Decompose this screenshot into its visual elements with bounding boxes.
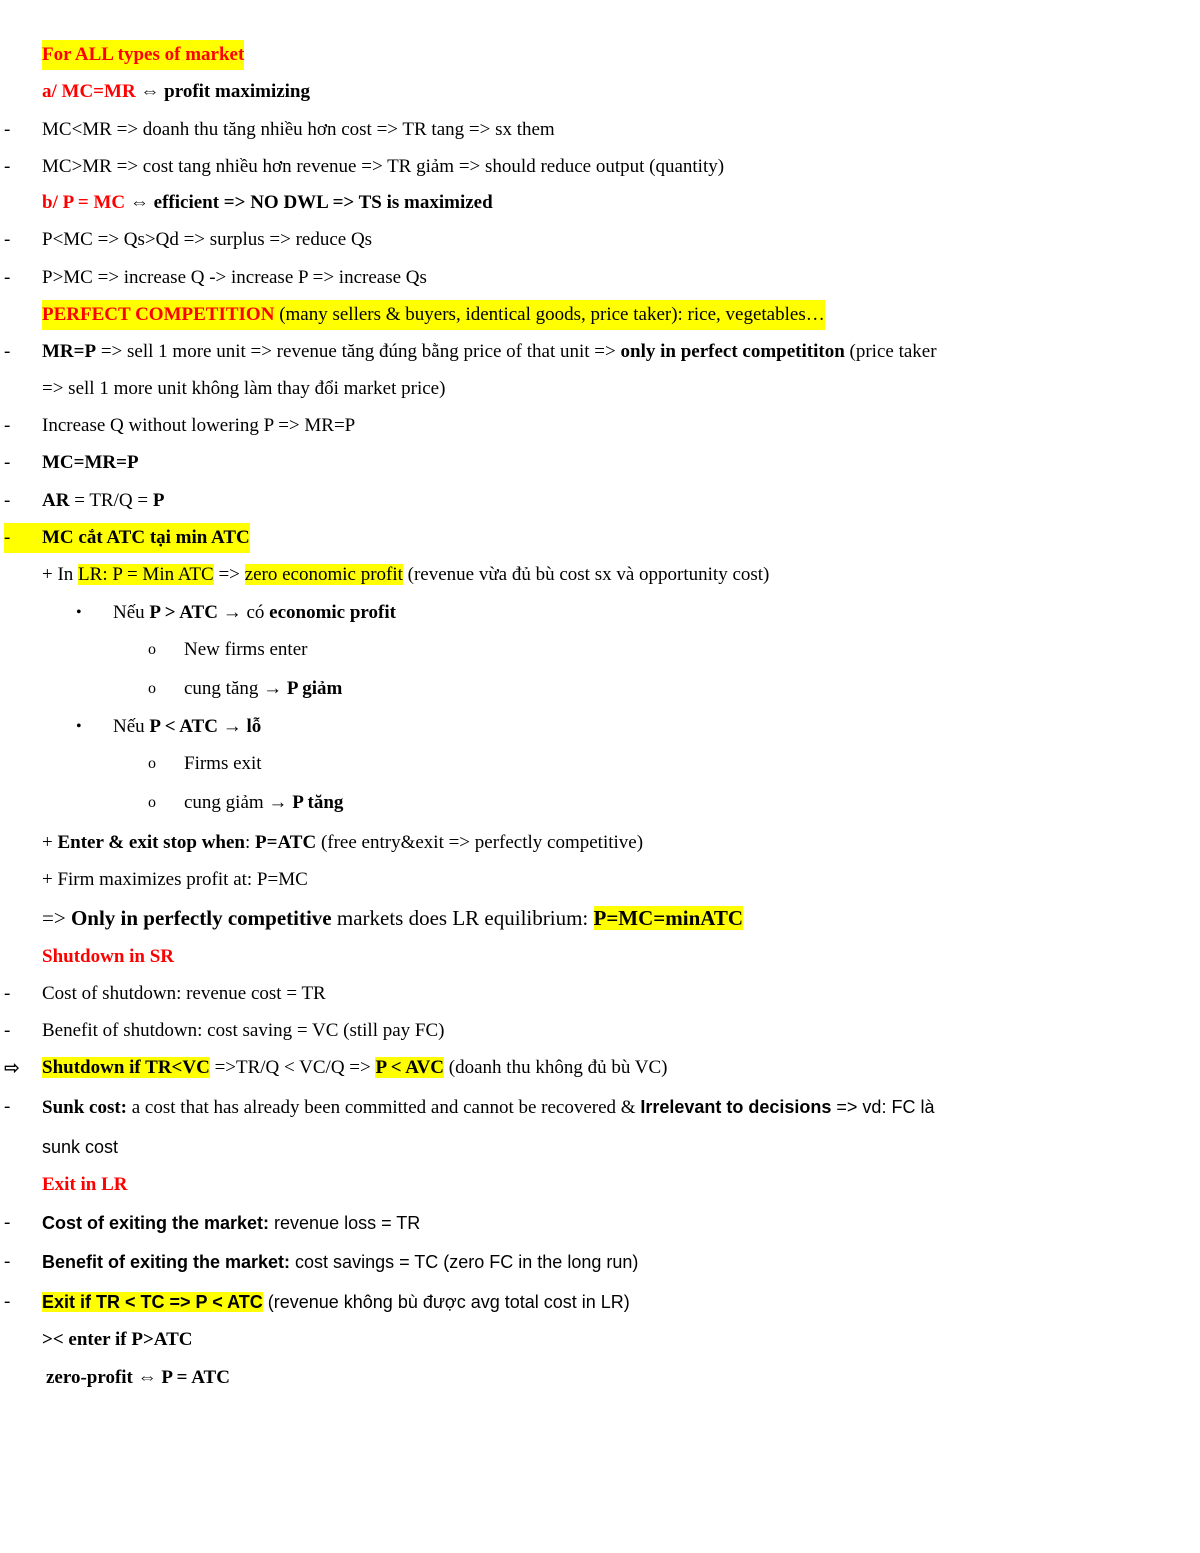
doc-line: - MC<MR => doanh thu tăng nhiều hơn cost => TR tang => sx them	[0, 115, 1200, 145]
dash-marker: -	[4, 341, 11, 362]
heading-shutdown-sr: Shutdown in SR	[42, 946, 175, 967]
doc-line: o cung tăng → P giảm	[0, 674, 1200, 704]
bullet-marker: •	[76, 718, 82, 735]
dash-marker: -	[4, 415, 11, 436]
sub-bullet-marker: o	[148, 755, 156, 772]
sub-bullet-marker: o	[148, 680, 156, 697]
doc-line: - MC cắt ATC tại min ATC	[0, 523, 1200, 553]
doc-line: o New firms enter	[0, 635, 1200, 665]
doc-line: - Sunk cost: a cost that has already been committed and cannot be recovered & Irrelevant to decisions => vd: FC là	[0, 1092, 1200, 1122]
dash-marker: -	[4, 119, 11, 140]
doc-line	[0, 40, 1200, 70]
doc-line: => Only in perfectly competitive markets does LR equilibrium: P=MC=minATC	[42, 906, 744, 930]
dash-marker: -	[4, 1212, 11, 1233]
doc-line: • Nếu P < ATC → lỗ	[0, 712, 1200, 742]
bullet-marker: •	[76, 604, 82, 621]
doc-line: • Nếu P > ATC → có economic profit	[0, 598, 1200, 628]
dash-marker: -	[4, 523, 42, 553]
doc-line: a/ MC=MR ⇔ profit maximizing	[42, 81, 311, 102]
heading-all-markets: For ALL types of market	[42, 40, 244, 70]
doc-line: - Cost of exiting the market: revenue loss = TR	[0, 1208, 1200, 1238]
dash-marker: -	[4, 229, 11, 250]
doc-line: o Firms exit	[0, 749, 1200, 779]
subheading-a: a/ MC=MR	[42, 81, 136, 102]
doc-line: - P>MC => increase Q -> increase P => increase Qs	[0, 263, 1200, 293]
dash-marker: -	[4, 156, 11, 177]
dash-marker: -	[4, 1291, 11, 1312]
doc-line	[0, 1170, 1200, 1200]
dash-marker: -	[4, 267, 11, 288]
doc-line: >< enter if P>ATC	[42, 1329, 193, 1350]
doc-line: + Firm maximizes profit at: P=MC	[42, 869, 308, 890]
heading-exit-lr: Exit in LR	[42, 1174, 128, 1195]
dash-marker: -	[4, 452, 11, 473]
doc-line: - P<MC => Qs>Qd => surplus => reduce Qs	[0, 225, 1200, 255]
doc-line: - MC=MR=P	[0, 448, 1200, 478]
dash-marker: -	[4, 1251, 11, 1272]
doc-line: zero-profit ⇔ P = ATC	[46, 1367, 230, 1388]
doc-line: o cung giảm → P tăng	[0, 788, 1200, 818]
lr-equilibrium-highlight: P=MC=minATC	[593, 906, 744, 930]
doc-line: - Increase Q without lowering P => MR=P	[0, 411, 1200, 441]
dash-marker: -	[4, 983, 11, 1004]
doc-line: => sell 1 more unit không làm thay đổi market price)	[42, 378, 446, 399]
doc-line: - AR = TR/Q = P	[0, 486, 1200, 516]
doc-line: - MR=P => sell 1 more unit => revenue tăng đúng bằng price of that unit => only in perfect competititon (price taker	[0, 337, 1200, 367]
doc-line	[0, 942, 1200, 972]
doc-line: - Exit if TR < TC => P < ATC (revenue không bù được avg total cost in LR)	[0, 1287, 1200, 1317]
doc-line: PERFECT COMPETITION (many sellers & buyers, identical goods, price taker): rice, vegetables…	[0, 300, 1200, 330]
dash-marker: -	[4, 1020, 11, 1041]
doc-line: sunk cost	[42, 1137, 119, 1157]
sub-bullet-marker: o	[148, 794, 156, 811]
doc-line: - Cost of shutdown: revenue cost = TR	[0, 979, 1200, 1009]
doc-line: ⇨ Shutdown if TR<VC =>TR/Q < VC/Q => P < AVC (doanh thu không đủ bù VC)	[0, 1053, 1200, 1083]
doc-line: - Benefit of exiting the market: cost savings = TC (zero FC in the long run)	[0, 1247, 1200, 1277]
doc-line: + Enter & exit stop when: P=ATC (free entry&exit => perfectly competitive)	[42, 832, 644, 853]
sub-bullet-marker: o	[148, 641, 156, 658]
heading-perfect-competition: PERFECT COMPETITION	[42, 304, 275, 325]
doc-line: - Benefit of shutdown: cost saving = VC (still pay FC)	[0, 1016, 1200, 1046]
dash-marker: -	[4, 1096, 11, 1117]
doc-line: + In LR: P = Min ATC => zero economic profit (revenue vừa đủ bù cost sx và opportunity cost)	[42, 564, 770, 585]
subheading-b: b/ P = MC	[42, 192, 126, 213]
dash-marker: -	[4, 490, 11, 511]
doc-line: - MC>MR => cost tang nhiều hơn revenue => TR giảm => should reduce output (quantity)	[0, 152, 1200, 182]
doc-line: b/ P = MC ⇔ efficient => NO DWL => TS is maximized	[42, 192, 493, 213]
arrow-marker-icon: ⇨	[4, 1057, 20, 1079]
